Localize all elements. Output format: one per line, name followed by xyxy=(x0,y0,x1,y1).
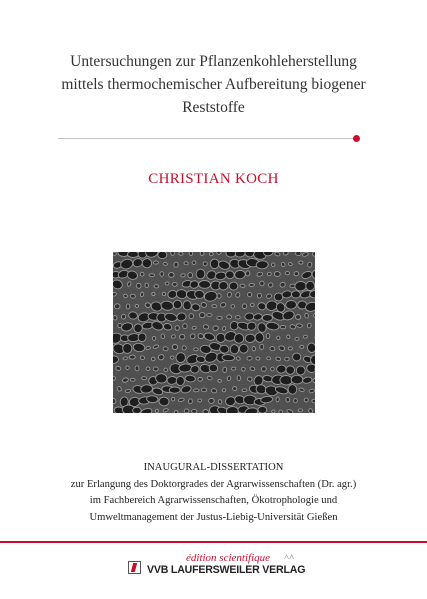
title-line-2: mittels thermochemischer Aufbereitung biogener xyxy=(61,76,366,93)
title-line-1: Untersuchungen zur Pflanzenkohleherstellung xyxy=(70,53,357,70)
publisher-series: édition scientifique xyxy=(186,552,271,564)
dissertation-line-2: zur Erlangung des Doktorgrades der Agrarwissenschaften (Dr. agr.) xyxy=(70,478,357,490)
dissertation-line-4: Umweltmanagement der Justus-Liebig-Universität Gießen xyxy=(89,511,338,523)
dissertation-line-3: im Fachbereich Agrarwissenschaften, Ökotrophologie und xyxy=(89,495,338,506)
author-name: CHRISTIAN KOCH xyxy=(148,171,279,187)
cover-micrograph xyxy=(113,252,315,413)
bird-icon: ˄˄ xyxy=(284,552,295,562)
title-divider xyxy=(58,138,356,139)
title-line-3: Reststoffe xyxy=(182,99,245,116)
book-title xyxy=(20,50,407,119)
dissertation-line-1: INAUGURAL-DISSERTATION xyxy=(143,462,284,473)
bottom-divider xyxy=(0,541,427,543)
divider-dot xyxy=(353,135,360,142)
publisher-logo-icon xyxy=(128,561,141,574)
publisher-block xyxy=(128,552,308,584)
publisher-name: VVB LAUFERSWEILER VERLAG xyxy=(147,564,306,576)
dissertation-text xyxy=(0,460,427,526)
